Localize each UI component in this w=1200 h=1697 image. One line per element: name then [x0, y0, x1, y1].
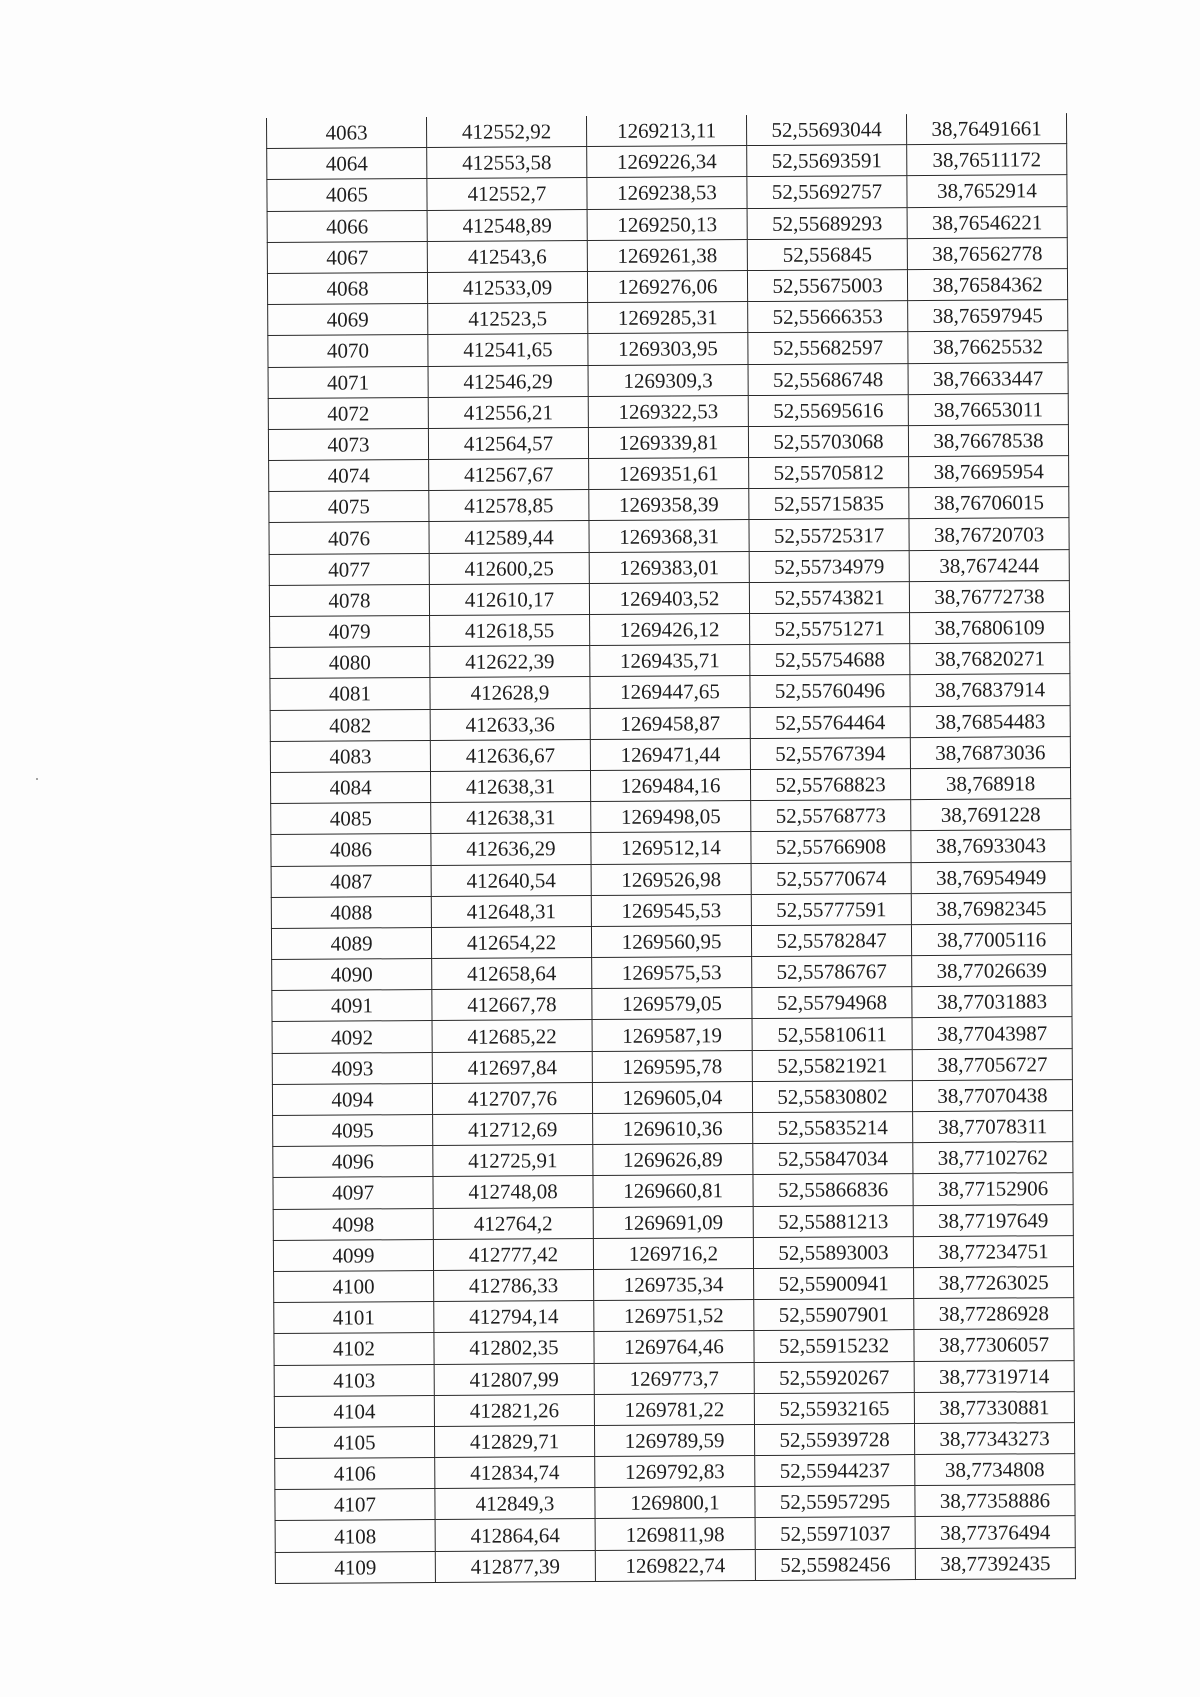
x-coordinate-cell: 412546,29 [428, 365, 588, 397]
y-coordinate-cell: 1269498,05 [591, 801, 751, 833]
x-coordinate-cell: 412654,22 [431, 926, 591, 958]
longitude-cell: 38,76806109 [910, 612, 1070, 644]
table-row [270, 612, 1070, 648]
longitude-cell: 38,77026639 [912, 955, 1072, 987]
y-coordinate-cell: 1269238,53 [587, 177, 747, 209]
longitude-cell: 38,77306057 [914, 1329, 1074, 1361]
latitude-cell: 52,55957295 [755, 1486, 915, 1518]
x-coordinate-cell: 412523,5 [428, 303, 588, 335]
coordinates-table-body [267, 113, 1076, 1583]
point-number-cell: 4081 [270, 678, 430, 710]
longitude-cell: 38,76854483 [910, 705, 1070, 737]
x-coordinate-cell: 412622,39 [430, 646, 590, 678]
table-row [270, 736, 1070, 772]
table-row [273, 1173, 1073, 1209]
y-coordinate-cell: 1269213,11 [586, 115, 746, 147]
latitude-cell: 52,55939728 [754, 1423, 914, 1455]
y-coordinate-cell: 1269435,71 [590, 645, 750, 677]
table-row [267, 206, 1067, 242]
point-number-cell: 4084 [270, 771, 430, 803]
y-coordinate-cell: 1269358,39 [589, 489, 749, 521]
y-coordinate-cell: 1269587,19 [592, 1019, 752, 1051]
table-row [269, 456, 1069, 492]
point-number-cell: 4104 [274, 1395, 434, 1427]
x-coordinate-cell: 412553,58 [427, 147, 587, 179]
longitude-cell: 38,77343273 [914, 1422, 1074, 1454]
point-number-cell: 4066 [267, 210, 427, 242]
latitude-cell: 52,55770674 [751, 862, 911, 894]
y-coordinate-cell: 1269764,46 [594, 1331, 754, 1363]
point-number-cell: 4077 [269, 553, 429, 585]
latitude-cell: 52,55982456 [755, 1548, 915, 1580]
point-number-cell: 4086 [271, 834, 431, 866]
y-coordinate-cell: 1269285,31 [588, 302, 748, 334]
longitude-cell: 38,768918 [910, 768, 1070, 800]
table-row [275, 1516, 1075, 1552]
point-number-cell: 4067 [267, 241, 427, 273]
longitude-cell: 38,77263025 [914, 1267, 1074, 1299]
point-number-cell: 4085 [271, 803, 431, 835]
latitude-cell: 52,55751271 [750, 613, 910, 645]
point-number-cell: 4107 [275, 1489, 435, 1521]
y-coordinate-cell: 1269610,36 [593, 1113, 753, 1145]
point-number-cell: 4063 [267, 117, 427, 149]
x-coordinate-cell: 412707,76 [432, 1082, 592, 1114]
longitude-cell: 38,77358886 [915, 1485, 1075, 1517]
point-number-cell: 4074 [269, 460, 429, 492]
latitude-cell: 52,55675003 [747, 270, 907, 302]
x-coordinate-cell: 412764,2 [433, 1207, 593, 1239]
x-coordinate-cell: 412829,71 [434, 1425, 594, 1457]
x-coordinate-cell: 412552,92 [426, 116, 586, 148]
scan-speck [36, 778, 38, 780]
y-coordinate-cell: 1269368,31 [589, 520, 749, 552]
y-coordinate-cell: 1269773,7 [594, 1362, 754, 1394]
table-row [275, 1485, 1075, 1521]
longitude-cell: 38,77056727 [912, 1048, 1072, 1080]
longitude-cell: 38,76491661 [906, 113, 1066, 145]
table-row [272, 986, 1072, 1022]
latitude-cell: 52,55734979 [749, 550, 909, 582]
y-coordinate-cell: 1269716,2 [593, 1237, 753, 1269]
latitude-cell: 52,55900941 [754, 1268, 914, 1300]
table-row [270, 768, 1070, 804]
longitude-cell: 38,77376494 [915, 1516, 1075, 1548]
x-coordinate-cell: 412636,29 [431, 833, 591, 865]
longitude-cell: 38,76954949 [911, 861, 1071, 893]
longitude-cell: 38,76873036 [910, 736, 1070, 768]
table-row [275, 1454, 1075, 1490]
y-coordinate-cell: 1269605,04 [592, 1081, 752, 1113]
table-row [274, 1329, 1074, 1365]
x-coordinate-cell: 412794,14 [434, 1301, 594, 1333]
latitude-cell: 52,55786767 [752, 956, 912, 988]
x-coordinate-cell: 412658,64 [432, 958, 592, 990]
y-coordinate-cell: 1269789,59 [594, 1424, 754, 1456]
latitude-cell: 52,55767394 [750, 737, 910, 769]
table-row [272, 955, 1072, 991]
y-coordinate-cell: 1269226,34 [587, 146, 747, 178]
table-row [269, 487, 1069, 523]
y-coordinate-cell: 1269458,87 [590, 707, 750, 739]
point-number-cell: 4109 [275, 1551, 435, 1583]
latitude-cell: 52,55693591 [747, 145, 907, 177]
point-number-cell: 4080 [270, 647, 430, 679]
longitude-cell: 38,77234751 [913, 1235, 1073, 1267]
y-coordinate-cell: 1269426,12 [590, 614, 750, 646]
point-number-cell: 4082 [270, 709, 430, 741]
point-number-cell: 4099 [273, 1239, 433, 1271]
point-number-cell: 4092 [272, 1021, 432, 1053]
x-coordinate-cell: 412821,26 [434, 1394, 594, 1426]
y-coordinate-cell: 1269691,09 [593, 1206, 753, 1238]
y-coordinate-cell: 1269339,81 [588, 426, 748, 458]
latitude-cell: 52,55725317 [749, 519, 909, 551]
x-coordinate-cell: 412543,6 [427, 240, 587, 272]
table-row [274, 1391, 1074, 1427]
x-coordinate-cell: 412564,57 [428, 427, 588, 459]
point-number-cell: 4073 [268, 428, 428, 460]
longitude-cell: 38,77031883 [912, 986, 1072, 1018]
latitude-cell: 52,55893003 [753, 1236, 913, 1268]
table-row [269, 549, 1069, 585]
latitude-cell: 52,55666353 [748, 301, 908, 333]
x-coordinate-cell: 412786,33 [434, 1269, 594, 1301]
longitude-cell: 38,77197649 [913, 1204, 1073, 1236]
y-coordinate-cell: 1269560,95 [591, 925, 751, 957]
table-row [271, 892, 1071, 928]
latitude-cell: 52,55915232 [754, 1330, 914, 1362]
x-coordinate-cell: 412777,42 [433, 1238, 593, 1270]
y-coordinate-cell: 1269545,53 [591, 894, 751, 926]
y-coordinate-cell: 1269579,05 [592, 988, 752, 1020]
x-coordinate-cell: 412541,65 [428, 334, 588, 366]
x-coordinate-cell: 412628,9 [430, 677, 590, 709]
longitude-cell: 38,77043987 [912, 1017, 1072, 1049]
x-coordinate-cell: 412589,44 [429, 521, 589, 553]
table-row [269, 518, 1069, 554]
latitude-cell: 52,55794968 [752, 987, 912, 1019]
point-number-cell: 4087 [271, 865, 431, 897]
longitude-cell: 38,76982345 [911, 892, 1071, 924]
point-number-cell: 4089 [271, 927, 431, 959]
y-coordinate-cell: 1269512,14 [591, 832, 751, 864]
latitude-cell: 52,55743821 [749, 581, 909, 613]
point-number-cell: 4091 [272, 990, 432, 1022]
point-number-cell: 4106 [275, 1458, 435, 1490]
y-coordinate-cell: 1269261,38 [587, 239, 747, 271]
table-row [269, 580, 1069, 616]
table-row [267, 113, 1067, 149]
table-row [274, 1360, 1074, 1396]
x-coordinate-cell: 412638,31 [430, 770, 590, 802]
longitude-cell: 38,77070438 [912, 1079, 1072, 1111]
point-number-cell: 4098 [273, 1208, 433, 1240]
latitude-cell: 52,55754688 [750, 644, 910, 676]
latitude-cell: 52,55881213 [753, 1205, 913, 1237]
y-coordinate-cell: 1269735,34 [594, 1268, 754, 1300]
longitude-cell: 38,76933043 [911, 830, 1071, 862]
table-row [271, 830, 1071, 866]
x-coordinate-cell: 412556,21 [428, 396, 588, 428]
latitude-cell: 52,55782847 [751, 924, 911, 956]
y-coordinate-cell: 1269595,78 [592, 1050, 752, 1082]
table-row [267, 144, 1067, 180]
latitude-cell: 52,55777591 [751, 893, 911, 925]
x-coordinate-cell: 412834,74 [435, 1457, 595, 1489]
y-coordinate-cell: 1269250,13 [587, 208, 747, 240]
point-number-cell: 4083 [270, 740, 430, 772]
latitude-cell: 52,55703068 [748, 425, 908, 457]
latitude-cell: 52,55768823 [750, 769, 910, 801]
table-row [270, 705, 1070, 741]
x-coordinate-cell: 412552,7 [427, 178, 587, 210]
table-row [270, 643, 1070, 679]
y-coordinate-cell: 1269792,83 [595, 1456, 755, 1488]
x-coordinate-cell: 412548,89 [427, 209, 587, 241]
latitude-cell: 52,55768773 [751, 800, 911, 832]
y-coordinate-cell: 1269751,52 [594, 1300, 754, 1332]
longitude-cell: 38,76511172 [907, 144, 1067, 176]
longitude-cell: 38,76678538 [908, 424, 1068, 456]
table-row [272, 1017, 1072, 1053]
y-coordinate-cell: 1269303,95 [588, 333, 748, 365]
table-row [268, 362, 1068, 398]
table-row [271, 799, 1071, 835]
point-number-cell: 4068 [267, 272, 427, 304]
table-row [273, 1111, 1073, 1147]
x-coordinate-cell: 412864,64 [435, 1519, 595, 1551]
latitude-cell: 52,55821921 [752, 1049, 912, 1081]
x-coordinate-cell: 412618,55 [430, 615, 590, 647]
longitude-cell: 38,76625532 [908, 331, 1068, 363]
latitude-cell: 52,55760496 [750, 675, 910, 707]
latitude-cell: 52,55766908 [751, 831, 911, 863]
x-coordinate-cell: 412640,54 [431, 864, 591, 896]
table-row [273, 1235, 1073, 1271]
y-coordinate-cell: 1269800,1 [595, 1487, 755, 1519]
latitude-cell: 52,55682597 [748, 332, 908, 364]
table-row [271, 923, 1071, 959]
longitude-cell: 38,7652914 [907, 175, 1067, 207]
longitude-cell: 38,76597945 [908, 300, 1068, 332]
y-coordinate-cell: 1269526,98 [591, 863, 751, 895]
latitude-cell: 52,55689293 [747, 207, 907, 239]
x-coordinate-cell: 412725,91 [433, 1145, 593, 1177]
longitude-cell: 38,76695954 [909, 456, 1069, 488]
longitude-cell: 38,76837914 [910, 674, 1070, 706]
table-row [267, 237, 1067, 273]
y-coordinate-cell: 1269309,3 [588, 364, 748, 396]
y-coordinate-cell: 1269471,44 [590, 738, 750, 770]
table-row [270, 674, 1070, 710]
point-number-cell: 4076 [269, 522, 429, 554]
y-coordinate-cell: 1269447,65 [590, 676, 750, 708]
point-number-cell: 4071 [268, 366, 428, 398]
point-number-cell: 4065 [267, 179, 427, 211]
latitude-cell: 52,556845 [747, 238, 907, 270]
latitude-cell: 52,55705812 [749, 457, 909, 489]
table-row [274, 1422, 1074, 1458]
latitude-cell: 52,55686748 [748, 363, 908, 395]
latitude-cell: 52,55810611 [752, 1018, 912, 1050]
point-number-cell: 4096 [273, 1146, 433, 1178]
y-coordinate-cell: 1269626,89 [593, 1144, 753, 1176]
x-coordinate-cell: 412638,31 [431, 802, 591, 834]
y-coordinate-cell: 1269403,52 [589, 582, 749, 614]
latitude-cell: 52,55932165 [754, 1392, 914, 1424]
point-number-cell: 4105 [274, 1426, 434, 1458]
latitude-cell: 52,55692757 [747, 176, 907, 208]
longitude-cell: 38,7691228 [911, 799, 1071, 831]
table-row [268, 424, 1068, 460]
latitude-cell: 52,55835214 [753, 1112, 913, 1144]
x-coordinate-cell: 412697,84 [432, 1051, 592, 1083]
table-row [267, 175, 1067, 211]
longitude-cell: 38,77078311 [913, 1111, 1073, 1143]
latitude-cell: 52,55693044 [746, 114, 906, 146]
x-coordinate-cell: 412748,08 [433, 1176, 593, 1208]
y-coordinate-cell: 1269575,53 [592, 957, 752, 989]
coordinates-table [266, 113, 1076, 1584]
x-coordinate-cell: 412633,36 [430, 708, 590, 740]
y-coordinate-cell: 1269660,81 [593, 1175, 753, 1207]
longitude-cell: 38,76562778 [907, 237, 1067, 269]
longitude-cell: 38,77319714 [914, 1360, 1074, 1392]
y-coordinate-cell: 1269822,74 [595, 1549, 755, 1581]
latitude-cell: 52,55695616 [748, 394, 908, 426]
point-number-cell: 4075 [269, 491, 429, 523]
y-coordinate-cell: 1269484,16 [590, 769, 750, 801]
table-row [274, 1267, 1074, 1303]
point-number-cell: 4064 [267, 148, 427, 180]
table-row [273, 1204, 1073, 1240]
longitude-cell: 38,7734808 [915, 1454, 1075, 1486]
point-number-cell: 4088 [271, 896, 431, 928]
table-row [274, 1298, 1074, 1334]
y-coordinate-cell: 1269811,98 [595, 1518, 755, 1550]
x-coordinate-cell: 412567,67 [429, 459, 589, 491]
point-number-cell: 4069 [268, 304, 428, 336]
longitude-cell: 38,77286928 [914, 1298, 1074, 1330]
table-row [267, 269, 1067, 305]
latitude-cell: 52,55907901 [754, 1299, 914, 1331]
longitude-cell: 38,76820271 [910, 643, 1070, 675]
longitude-cell: 38,77392435 [915, 1547, 1075, 1579]
latitude-cell: 52,55920267 [754, 1361, 914, 1393]
point-number-cell: 4094 [272, 1083, 432, 1115]
longitude-cell: 38,7674244 [909, 549, 1069, 581]
latitude-cell: 52,55764464 [750, 706, 910, 738]
point-number-cell: 4078 [269, 584, 429, 616]
x-coordinate-cell: 412877,39 [435, 1550, 595, 1582]
latitude-cell: 52,55866836 [753, 1174, 913, 1206]
x-coordinate-cell: 412685,22 [432, 1020, 592, 1052]
latitude-cell: 52,55944237 [755, 1455, 915, 1487]
point-number-cell: 4101 [274, 1302, 434, 1334]
longitude-cell: 38,76706015 [909, 487, 1069, 519]
y-coordinate-cell: 1269351,61 [589, 458, 749, 490]
x-coordinate-cell: 412849,3 [435, 1488, 595, 1520]
point-number-cell: 4102 [274, 1333, 434, 1365]
x-coordinate-cell: 412712,69 [433, 1114, 593, 1146]
latitude-cell: 52,55971037 [755, 1517, 915, 1549]
table-row [272, 1079, 1072, 1115]
longitude-cell: 38,76546221 [907, 206, 1067, 238]
longitude-cell: 38,76720703 [909, 518, 1069, 550]
x-coordinate-cell: 412648,31 [431, 895, 591, 927]
table-row [268, 300, 1068, 336]
x-coordinate-cell: 412610,17 [429, 583, 589, 615]
table-row [268, 393, 1068, 429]
point-number-cell: 4090 [272, 959, 432, 991]
longitude-cell: 38,77005116 [911, 923, 1071, 955]
point-number-cell: 4097 [273, 1177, 433, 1209]
y-coordinate-cell: 1269383,01 [589, 551, 749, 583]
table-row [268, 331, 1068, 367]
longitude-cell: 38,76653011 [908, 393, 1068, 425]
longitude-cell: 38,76633447 [908, 362, 1068, 394]
point-number-cell: 4072 [268, 397, 428, 429]
point-number-cell: 4103 [274, 1364, 434, 1396]
table-row [272, 1048, 1072, 1084]
table-row [273, 1142, 1073, 1178]
x-coordinate-cell: 412636,67 [430, 739, 590, 771]
x-coordinate-cell: 412533,09 [427, 271, 587, 303]
table-row [275, 1547, 1075, 1583]
table-row [271, 861, 1071, 897]
x-coordinate-cell: 412802,35 [434, 1332, 594, 1364]
y-coordinate-cell: 1269276,06 [587, 270, 747, 302]
longitude-cell: 38,76584362 [907, 269, 1067, 301]
y-coordinate-cell: 1269322,53 [588, 395, 748, 427]
longitude-cell: 38,76772738 [909, 580, 1069, 612]
point-number-cell: 4108 [275, 1520, 435, 1552]
latitude-cell: 52,55847034 [753, 1143, 913, 1175]
point-number-cell: 4070 [268, 335, 428, 367]
point-number-cell: 4095 [273, 1115, 433, 1147]
longitude-cell: 38,77102762 [913, 1142, 1073, 1174]
y-coordinate-cell: 1269781,22 [594, 1393, 754, 1425]
point-number-cell: 4079 [270, 616, 430, 648]
longitude-cell: 38,77330881 [914, 1391, 1074, 1423]
x-coordinate-cell: 412578,85 [429, 490, 589, 522]
point-number-cell: 4093 [272, 1052, 432, 1084]
latitude-cell: 52,55715835 [749, 488, 909, 520]
x-coordinate-cell: 412807,99 [434, 1363, 594, 1395]
x-coordinate-cell: 412600,25 [429, 552, 589, 584]
longitude-cell: 38,77152906 [913, 1173, 1073, 1205]
latitude-cell: 52,55830802 [752, 1080, 912, 1112]
point-number-cell: 4100 [274, 1270, 434, 1302]
x-coordinate-cell: 412667,78 [432, 989, 592, 1021]
